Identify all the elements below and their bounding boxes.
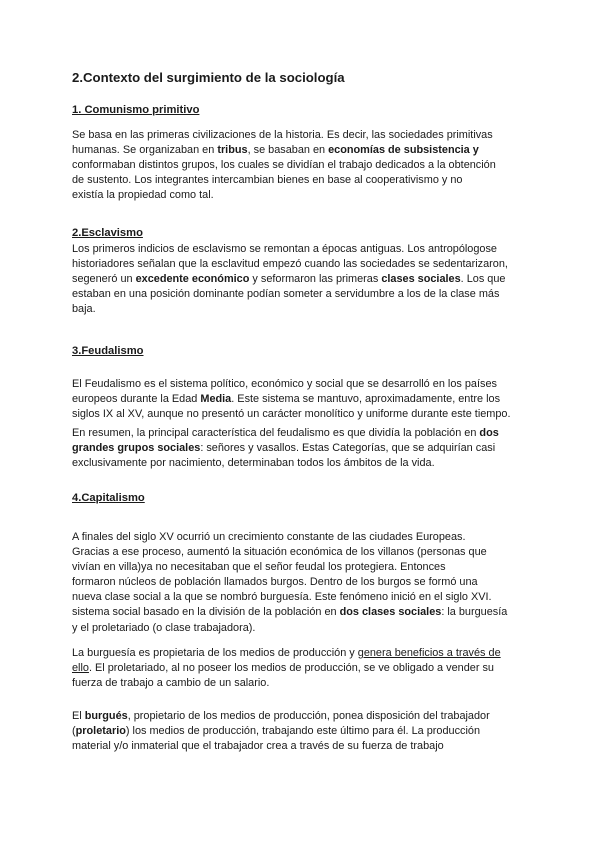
text-run: El <box>72 710 85 722</box>
text-line <box>72 287 542 302</box>
underlined-text: ello <box>72 662 89 675</box>
text-run: europeos durante la Edad <box>72 393 201 406</box>
text-line <box>72 272 542 287</box>
text-run: vivían en villa)ya no necesitaban que el señor feudal los protegiera. Entonces <box>72 561 446 574</box>
bold-text: Media <box>200 393 232 406</box>
text-run: estaban en una posición dominante podían someter a servidumbre a los de la clase más <box>72 288 500 301</box>
bold-text: grandes grupos sociales <box>72 442 201 455</box>
text-line <box>72 724 542 739</box>
text-run: material y/o inmaterial que el trabajador crea a través de su fuerza de trabajo <box>72 740 444 753</box>
text-run: formaron núcleos de población llamados burgos. Dentro de los burgos se formó una <box>72 576 478 589</box>
text-run: La burguesía es propietaria de los medios de producción y <box>72 647 358 659</box>
text-line <box>72 676 542 691</box>
bold-text: proletario <box>75 725 126 738</box>
text-run: El Feudalismo es el sistema político, económico y social que se desarrolló en los países <box>72 378 497 390</box>
text-run: ( <box>72 725 76 738</box>
text-run: , se basaban en <box>247 144 329 157</box>
text-run: : la burguesía <box>441 606 508 619</box>
text-line <box>72 377 542 392</box>
text-line <box>72 407 542 422</box>
text-line <box>72 188 542 203</box>
section-heading-esclavismo: 2.Esclavismo <box>72 227 143 239</box>
section-heading-comunismo: 1. Comunismo primitivo <box>72 104 200 116</box>
bold-text: clases sociales <box>381 273 461 286</box>
text-run: Los primeros indicios de esclavismo se remontan a épocas antiguas. Los antropólogose <box>72 243 497 255</box>
text-run: , propietario de los medios de producción, ponea disposición del trabajador <box>127 710 490 722</box>
paragraph <box>72 242 542 317</box>
underlined-text: genera beneficios a través de <box>357 647 501 659</box>
section-heading-feudalismo: 3.Feudalismo <box>72 345 144 357</box>
paragraph <box>72 377 542 422</box>
text-line <box>72 143 542 158</box>
text-line <box>72 173 542 188</box>
text-run: Se basa en las primeras civilizaciones de la historia. Es decir, las sociedades primitivas <box>72 129 493 141</box>
text-line <box>72 456 542 471</box>
bold-text: burgués <box>84 710 128 722</box>
bold-text: dos <box>479 427 499 439</box>
text-run: siglos IX al XV, aunque no presentó un carácter monolítico y uniforme durante este tiempo. <box>72 408 511 421</box>
text-line <box>72 661 542 676</box>
text-run: fuerza de trabajo a cambio de un salario. <box>72 677 270 690</box>
text-line <box>72 530 542 545</box>
text-run: . Los que <box>460 273 506 286</box>
paragraph <box>72 530 542 636</box>
text-run: humanas. Se organizaban en <box>72 144 218 157</box>
text-run: Gracias a ese proceso, aumentó la situación económica de los villanos (personas que <box>72 546 487 559</box>
text-run: ) los medios de producción, trabajando este último para él. La producción <box>125 725 481 738</box>
bold-text: tribus <box>217 144 248 157</box>
text-line <box>72 545 542 560</box>
text-line <box>72 128 542 143</box>
bold-text: economías de subsistencia y <box>328 144 479 157</box>
text-line <box>72 441 542 456</box>
text-line <box>72 590 542 605</box>
text-run: baja. <box>72 303 96 316</box>
paragraph <box>72 426 542 471</box>
text-line <box>72 739 542 754</box>
text-run: de sustento. Los integrantes intercambian bienes en base al cooperativismo y no <box>72 174 463 187</box>
text-run: y seformaron las primeras <box>249 273 382 286</box>
bold-text: dos clases sociales <box>339 606 442 619</box>
text-line <box>72 560 542 575</box>
section-heading-capitalismo: 4.Capitalismo <box>72 492 145 504</box>
text-run: nueva clase social a la que se nombró burguesía. Este fenómeno inició en el siglo XVI. <box>72 591 492 604</box>
text-line <box>72 605 542 620</box>
text-line <box>72 426 542 441</box>
text-run: A finales del siglo XV ocurrió un crecimiento constante de las ciudades Europeas. <box>72 531 466 543</box>
text-run: conformaban distintos grupos, los cuales se dividían el trabajo dedicados a la obtención <box>72 159 496 172</box>
text-run: : señores y vasallos. Estas Categorías, que se adquirían casi <box>200 442 496 455</box>
document-title: 2.Contexto del surgimiento de la sociología <box>72 70 345 85</box>
text-run: existía la propiedad como tal. <box>72 189 214 202</box>
text-line <box>72 621 542 636</box>
text-line <box>72 302 542 317</box>
text-line <box>72 646 542 661</box>
text-line <box>72 257 542 272</box>
text-run: En resumen, la principal característica del feudalismo es que dividía la población en <box>72 427 480 439</box>
text-run: historiadores señalan que la esclavitud empezó cuando las sociedades se sedentarizaron, <box>72 258 508 271</box>
text-run: y el proletariado (o clase trabajadora). <box>72 621 256 634</box>
text-line <box>72 575 542 590</box>
text-run: . Este sistema se mantuvo, aproximadamente, entre los <box>231 393 501 406</box>
paragraph <box>72 709 542 754</box>
text-run: exclusivamente por nacimiento, determinaban todos los ámbitos de la vida. <box>72 457 435 470</box>
paragraph <box>72 646 542 691</box>
text-run: sistema social basado en la división de la población en <box>72 606 340 619</box>
text-line <box>72 242 542 257</box>
text-run: segeneró un <box>72 273 136 286</box>
bold-text: excedente económico <box>135 273 250 286</box>
paragraph <box>72 128 542 203</box>
text-run: . El proletariado, al no poseer los medios de producción, se ve obligado a vender su <box>88 662 494 675</box>
text-line <box>72 158 542 173</box>
text-line <box>72 709 542 724</box>
text-line <box>72 392 542 407</box>
